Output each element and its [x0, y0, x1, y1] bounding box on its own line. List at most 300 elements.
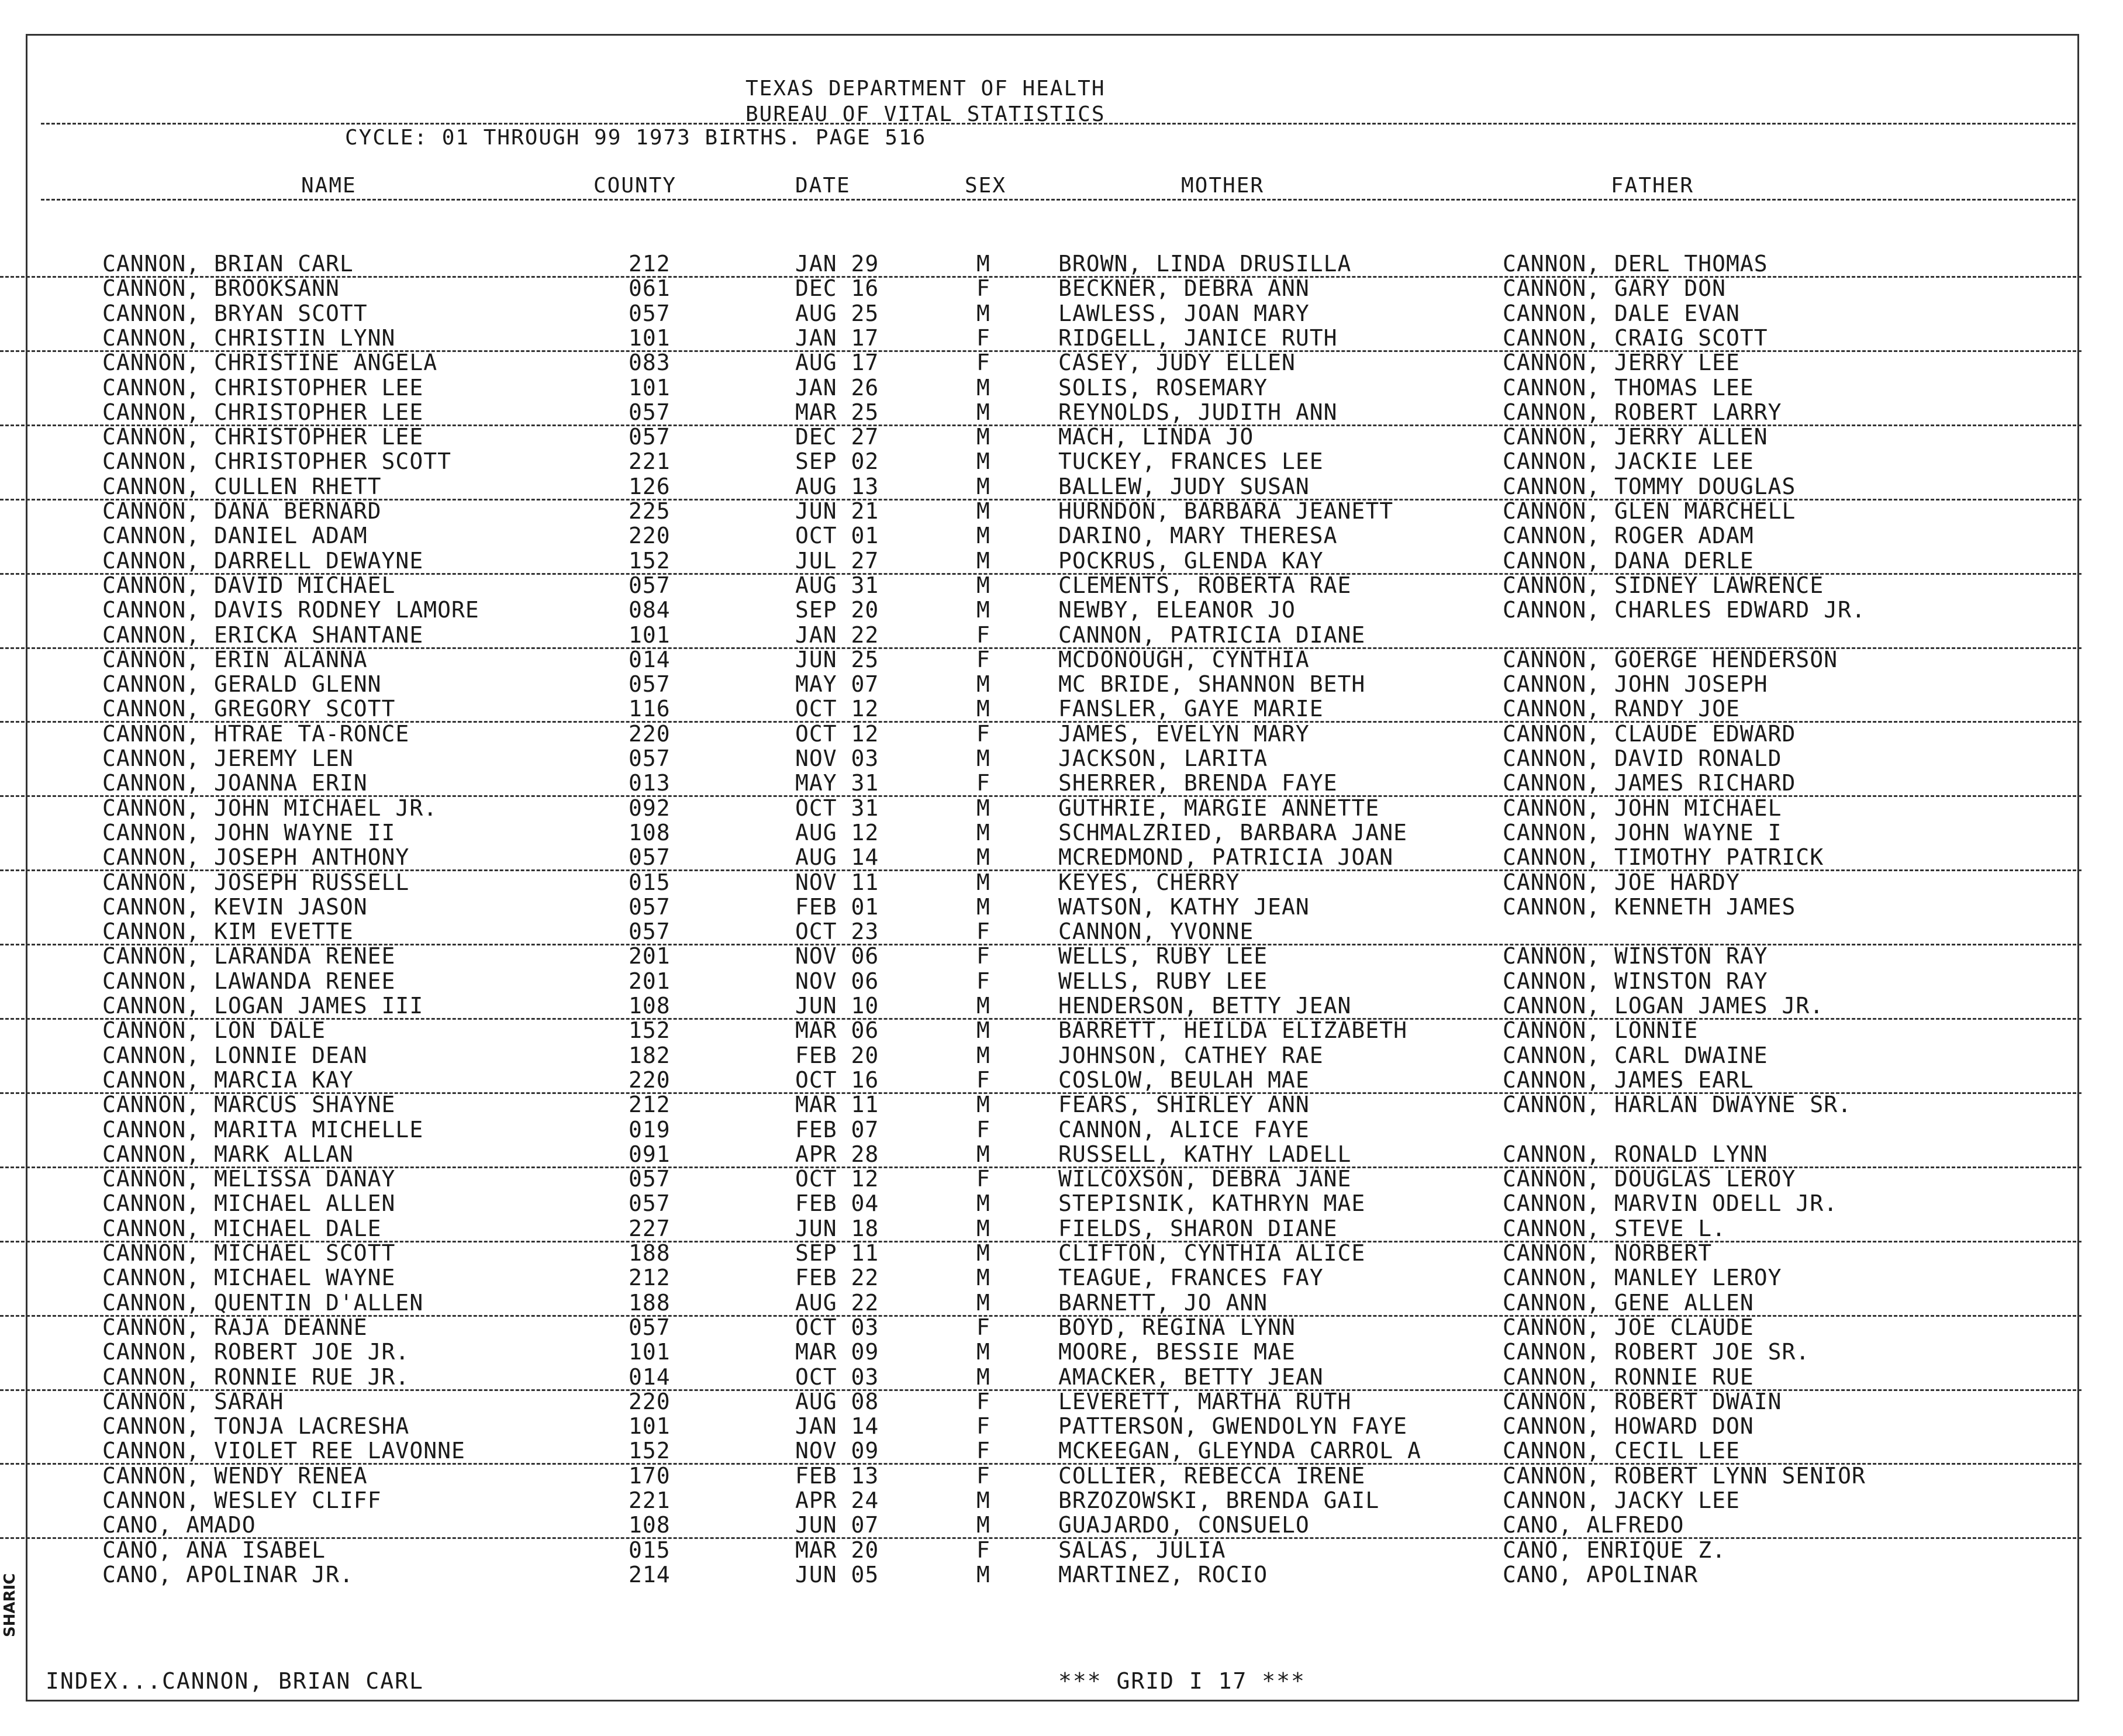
cell-father: CANNON, LONNIE	[1503, 1017, 1699, 1044]
cell-mother: SCHMALZRIED, BARBARA JANE	[1058, 819, 1407, 845]
table-row	[0, 1438, 2081, 1465]
cell-mother: CANNON, ALICE FAYE	[1058, 1116, 1310, 1143]
cell-date: NOV 03	[795, 746, 879, 771]
table-row	[0, 993, 2081, 1020]
cell-father: CANNON, ROBERT LYNN SENIOR	[1503, 1462, 1866, 1489]
cell-date: FEB 04	[795, 1190, 879, 1217]
cell-father: CANNON, RONNIE RUE	[1503, 1364, 1754, 1390]
table-row	[0, 1142, 2081, 1168]
table-row	[0, 1464, 2081, 1488]
cell-county: 013	[629, 770, 671, 796]
cell-county: 221	[629, 448, 671, 475]
cell-date: MAY 31	[795, 770, 879, 796]
cell-mother: RUSSELL, KATHY LADELL	[1058, 1141, 1352, 1167]
cell-date: AUG 12	[795, 819, 879, 845]
cell-date: OCT 12	[795, 696, 879, 722]
cell-father: CANNON, JOHN WAYNE I	[1503, 819, 1782, 845]
cell-sex: M	[976, 993, 990, 1019]
cell-father: CANNON, MANLEY LEROY	[1503, 1265, 1782, 1291]
cell-county: 188	[629, 1240, 671, 1266]
cell-father: CANNON, JOE CLAUDE	[1503, 1314, 1754, 1340]
table-row	[0, 523, 2081, 548]
cell-county: 212	[629, 251, 671, 277]
cell-county: 116	[629, 696, 671, 722]
header-agency: TEXAS DEPARTMENT OF HEALTH	[745, 77, 1106, 101]
cell-mother: MACH, LINDA JO	[1058, 424, 1254, 450]
cell-father: CANNON, JACKIE LEE	[1503, 448, 1754, 475]
cell-mother: JAMES, EVELYN MARY	[1058, 720, 1310, 747]
cell-sex: M	[976, 844, 990, 871]
cell-mother: GUAJARDO, CONSUELO	[1058, 1512, 1310, 1538]
cell-date: JUN 07	[795, 1512, 879, 1538]
cell-sex: M	[976, 374, 990, 401]
cell-sex: M	[976, 671, 990, 698]
cell-mother: CASEY, JUDY ELLEN	[1058, 350, 1296, 376]
cell-county: 225	[629, 498, 671, 524]
cell-father: CANNON, RONALD LYNN	[1503, 1141, 1768, 1167]
table-row	[0, 1191, 2081, 1216]
cell-sex: F	[976, 1116, 990, 1143]
cell-county: 227	[629, 1215, 671, 1241]
header-rule-top	[41, 123, 2076, 125]
cell-date: APR 24	[795, 1487, 879, 1513]
cell-county: 108	[629, 993, 671, 1019]
table-row	[0, 573, 2081, 598]
cell-mother: WELLS, RUBY LEE	[1058, 968, 1268, 994]
cell-name: CANNON, LAWANDA RENEE	[102, 968, 396, 994]
cell-sex: M	[976, 1289, 990, 1316]
cell-father: CANNON, TOMMY DOUGLAS	[1503, 473, 1796, 499]
cell-name: CANNON, MARK ALLAN	[102, 1141, 354, 1167]
cell-mother: CLIFTON, CYNTHIA ALICE	[1058, 1240, 1366, 1266]
cell-date: DEC 16	[795, 275, 879, 302]
cell-county: 057	[629, 572, 671, 598]
table-row	[0, 326, 2081, 352]
cell-county: 019	[629, 1116, 671, 1143]
cell-father: CANNON, TIMOTHY PATRICK	[1503, 844, 1824, 871]
cell-sex: F	[976, 646, 990, 672]
table-row	[0, 1092, 2081, 1117]
cell-mother: RIDGELL, JANICE RUTH	[1058, 325, 1338, 351]
cell-county: 108	[629, 819, 671, 845]
cell-father: CANNON, DALE EVAN	[1503, 300, 1740, 326]
cell-mother: MCKEEGAN, GLEYNDA CARROL A	[1058, 1438, 1421, 1464]
cell-county: 152	[629, 547, 671, 574]
cell-sex: M	[976, 1240, 990, 1266]
column-header-rule	[41, 199, 2076, 201]
cell-date: MAR 20	[795, 1537, 879, 1563]
cell-sex: M	[976, 547, 990, 574]
cell-date: AUG 17	[795, 350, 879, 376]
cell-county: 152	[629, 1017, 671, 1044]
cell-sex: M	[976, 572, 990, 598]
cell-name: CANNON, MICHAEL WAYNE	[102, 1265, 396, 1291]
table-row	[0, 301, 2081, 326]
table-row	[0, 1068, 2081, 1094]
table-row	[0, 672, 2081, 696]
cell-name: CANNON, HTRAE TA-RONCE	[102, 720, 410, 747]
table-row	[0, 722, 2081, 746]
cell-mother: TEAGUE, FRANCES FAY	[1058, 1265, 1324, 1291]
cell-father: CANNON, RANDY JOE	[1503, 696, 1740, 722]
cell-mother: LAWLESS, JOAN MARY	[1058, 300, 1310, 326]
cell-date: JUL 27	[795, 547, 879, 574]
cell-sex: M	[976, 869, 990, 895]
cell-date: AUG 14	[795, 844, 879, 871]
cell-county: 220	[629, 1388, 671, 1414]
table-row	[0, 400, 2081, 426]
cell-name: CANNON, DANA BERNARD	[102, 498, 382, 524]
cell-father: CANO, ENRIQUE Z.	[1503, 1537, 1727, 1563]
cell-sex: F	[976, 968, 990, 994]
cell-name: CANO, APOLINAR JR.	[102, 1561, 354, 1587]
header-bureau: BUREAU OF VITAL STATISTICS	[745, 102, 1106, 126]
cell-father: CANNON, GENE ALLEN	[1503, 1289, 1754, 1316]
cell-name: CANNON, JOSEPH RUSSELL	[102, 869, 410, 895]
column-header-father: FATHER	[1611, 174, 1694, 198]
cell-name: CANNON, MARCIA KAY	[102, 1067, 354, 1093]
footer-index: INDEX...CANNON, BRIAN CARL	[46, 1668, 424, 1694]
cell-county: 101	[629, 1413, 671, 1440]
cell-county: 084	[629, 597, 671, 623]
cell-sex: M	[976, 746, 990, 771]
cell-date: OCT 03	[795, 1314, 879, 1340]
cell-father: CANNON, CARL DWAINE	[1503, 1042, 1768, 1068]
table-row	[0, 1340, 2081, 1364]
cell-mother: WILCOXSON, DEBRA JANE	[1058, 1166, 1352, 1192]
cell-date: JAN 29	[795, 251, 879, 277]
cell-name: CANNON, JEREMY LEN	[102, 746, 354, 771]
cell-sex: M	[976, 1487, 990, 1513]
cell-mother: TUCKEY, FRANCES LEE	[1058, 448, 1324, 475]
cell-father: CANNON, KENNETH JAMES	[1503, 893, 1796, 920]
cell-mother: STEPISNIK, KATHRYN MAE	[1058, 1190, 1366, 1217]
cell-name: CANNON, ERIN ALANNA	[102, 646, 368, 672]
table-row	[0, 919, 2081, 945]
table-row	[0, 696, 2081, 723]
cell-county: 201	[629, 943, 671, 969]
cell-father: CANNON, JERRY ALLEN	[1503, 424, 1768, 450]
cell-father: CANNON, MARVIN ODELL JR.	[1503, 1190, 1838, 1217]
cell-name: CANNON, CHRISTIN LYNN	[102, 325, 396, 351]
cell-sex: F	[976, 275, 990, 302]
cell-date: JUN 18	[795, 1215, 879, 1241]
cell-date: MAR 11	[795, 1092, 879, 1118]
cell-mother: CLEMENTS, ROBERTA RAE	[1058, 572, 1352, 598]
cell-county: 057	[629, 746, 671, 771]
cell-sex: M	[976, 1265, 990, 1291]
cell-date: SEP 20	[795, 597, 879, 623]
cell-sex: F	[976, 1413, 990, 1440]
table-row	[0, 1315, 2081, 1340]
cell-mother: WATSON, KATHY JEAN	[1058, 893, 1310, 920]
cell-father: CANNON, ROBERT LARRY	[1503, 399, 1782, 425]
cell-date: OCT 03	[795, 1364, 879, 1390]
cell-father: CANNON, DERL THOMAS	[1503, 251, 1768, 277]
cell-name: CANNON, JOHN WAYNE II	[102, 819, 396, 845]
table-row	[0, 1389, 2081, 1414]
cell-father: CANNON, JOE HARDY	[1503, 869, 1740, 895]
cell-sex: M	[976, 893, 990, 920]
cell-county: 101	[629, 622, 671, 648]
table-row	[0, 598, 2081, 622]
cell-county: 057	[629, 424, 671, 450]
cell-father: CANNON, THOMAS LEE	[1503, 374, 1754, 401]
cell-name: CANNON, DARRELL DEWAYNE	[102, 547, 424, 574]
cell-name: CANNON, MELISSA DANAY	[102, 1166, 396, 1192]
cell-father: CANNON, HARLAN DWAYNE SR.	[1503, 1092, 1852, 1118]
column-header-sex: SEX	[965, 174, 1007, 198]
cell-sex: F	[976, 1438, 990, 1464]
cell-date: MAR 06	[795, 1017, 879, 1044]
cell-county: 214	[629, 1561, 671, 1587]
cell-date: NOV 09	[795, 1438, 879, 1464]
cell-county: 201	[629, 968, 671, 994]
cell-father: CANNON, CHARLES EDWARD JR.	[1503, 597, 1866, 623]
cell-sex: F	[976, 622, 990, 648]
cell-father: CANNON, JAMES EARL	[1503, 1067, 1754, 1093]
table-row	[0, 499, 2081, 523]
cell-sex: M	[976, 498, 990, 524]
cell-father: CANO, ALFREDO	[1503, 1512, 1684, 1538]
cell-sex: F	[976, 770, 990, 796]
cell-sex: M	[976, 795, 990, 821]
cell-county: 015	[629, 869, 671, 895]
cell-sex: M	[976, 1339, 990, 1365]
cell-county: 057	[629, 844, 671, 871]
cell-date: JUN 05	[795, 1561, 879, 1587]
cell-mother: BARNETT, JO ANN	[1058, 1289, 1268, 1316]
cell-county: 221	[629, 1487, 671, 1513]
cell-county: 108	[629, 1512, 671, 1538]
cell-sex: F	[976, 1067, 990, 1093]
table-row	[0, 895, 2081, 919]
cell-county: 061	[629, 275, 671, 302]
cell-father: CANNON, GOERGE HENDERSON	[1503, 646, 1838, 672]
cell-name: CANNON, MICHAEL ALLEN	[102, 1190, 396, 1217]
cell-mother: CANNON, YVONNE	[1058, 919, 1254, 945]
cell-mother: MCDONOUGH, CYNTHIA	[1058, 646, 1310, 672]
cell-father: CANNON, DOUGLAS LEROY	[1503, 1166, 1796, 1192]
cell-name: CANNON, LON DALE	[102, 1017, 326, 1044]
cell-county: 083	[629, 350, 671, 376]
cell-mother: PATTERSON, GWENDOLYN FAYE	[1058, 1413, 1407, 1440]
cell-county: 188	[629, 1289, 671, 1316]
cell-father: CANNON, LOGAN JAMES JR.	[1503, 993, 1824, 1019]
cell-sex: M	[976, 1092, 990, 1118]
table-row	[0, 548, 2081, 575]
cell-date: MAY 07	[795, 671, 879, 698]
cell-date: NOV 11	[795, 869, 879, 895]
cell-sex: M	[976, 1190, 990, 1217]
cell-date: AUG 13	[795, 473, 879, 499]
cell-mother: AMACKER, BETTY JEAN	[1058, 1364, 1324, 1390]
cell-mother: LEVERETT, MARTHA RUTH	[1058, 1388, 1352, 1414]
cell-date: NOV 06	[795, 943, 879, 969]
table-row	[0, 870, 2081, 895]
cell-name: CANNON, QUENTIN D'ALLEN	[102, 1289, 424, 1316]
table-row	[0, 796, 2081, 820]
cell-father: CANNON, NORBERT	[1503, 1240, 1713, 1266]
cell-county: 014	[629, 646, 671, 672]
cell-sex: F	[976, 1166, 990, 1192]
table-row	[0, 1265, 2081, 1290]
cell-sex: F	[976, 1462, 990, 1489]
cell-date: NOV 06	[795, 968, 879, 994]
cell-father: CANNON, JACKY LEE	[1503, 1487, 1740, 1513]
cell-date: SEP 11	[795, 1240, 879, 1266]
cell-date: OCT 01	[795, 523, 879, 549]
cell-county: 212	[629, 1265, 671, 1291]
column-header-name: NAME	[301, 174, 357, 198]
cell-date: FEB 20	[795, 1042, 879, 1068]
cell-name: CANNON, JOANNA ERIN	[102, 770, 368, 796]
table-row	[0, 647, 2081, 672]
cell-name: CANNON, VIOLET REE LAVONNE	[102, 1438, 465, 1464]
cell-name: CANNON, TONJA LACRESHA	[102, 1413, 410, 1440]
cell-name: CANNON, DAVID MICHAEL	[102, 572, 396, 598]
table-row	[0, 1365, 2081, 1391]
cell-sex: M	[976, 1512, 990, 1538]
cell-mother: SALAS, JULIA	[1058, 1537, 1226, 1563]
cell-mother: POCKRUS, GLENDA KAY	[1058, 547, 1324, 574]
table-row	[0, 969, 2081, 993]
cell-county: 220	[629, 523, 671, 549]
cell-mother: BOYD, REGINA LYNN	[1058, 1314, 1296, 1340]
cell-father: CANNON, CRAIG SCOTT	[1503, 325, 1768, 351]
table-row	[0, 1414, 2081, 1438]
cell-county: 092	[629, 795, 671, 821]
cell-sex: M	[976, 1141, 990, 1167]
cell-name: CANNON, GERALD GLENN	[102, 671, 382, 698]
table-row	[0, 1241, 2081, 1265]
cell-date: SEP 02	[795, 448, 879, 475]
cell-county: 057	[629, 300, 671, 326]
cell-name: CANNON, RONNIE RUE JR.	[102, 1364, 410, 1390]
cell-father: CANNON, ROBERT DWAIN	[1503, 1388, 1782, 1414]
cell-county: 152	[629, 1438, 671, 1464]
cell-name: CANNON, BRYAN SCOTT	[102, 300, 368, 326]
side-label: SHARIC	[1, 1573, 19, 1637]
table-row	[0, 350, 2081, 375]
cell-county: 057	[629, 919, 671, 945]
cell-mother: SOLIS, ROSEMARY	[1058, 374, 1268, 401]
cell-name: CANO, ANA ISABEL	[102, 1537, 326, 1563]
cell-name: CANNON, LONNIE DEAN	[102, 1042, 368, 1068]
column-header-county: COUNTY	[593, 174, 677, 198]
cell-sex: M	[976, 473, 990, 499]
cell-sex: M	[976, 523, 990, 549]
cell-father: CANNON, GARY DON	[1503, 275, 1727, 302]
cell-father: CANNON, SIDNEY LAWRENCE	[1503, 572, 1824, 598]
cell-county: 220	[629, 1067, 671, 1093]
cell-name: CANNON, MARITA MICHELLE	[102, 1116, 424, 1143]
cell-father: CANNON, DANA DERLE	[1503, 547, 1754, 574]
cell-sex: M	[976, 819, 990, 845]
cell-name: CANNON, CHRISTOPHER SCOTT	[102, 448, 451, 475]
cell-date: MAR 09	[795, 1339, 879, 1365]
cell-date: OCT 12	[795, 1166, 879, 1192]
cell-date: AUG 08	[795, 1388, 879, 1414]
cell-county: 101	[629, 1339, 671, 1365]
cell-mother: MOORE, BESSIE MAE	[1058, 1339, 1296, 1365]
cell-county: 057	[629, 1190, 671, 1217]
column-header-date: DATE	[795, 174, 851, 198]
cell-sex: F	[976, 943, 990, 969]
cell-mother: NEWBY, ELEANOR JO	[1058, 597, 1296, 623]
table-row	[0, 771, 2081, 797]
table-row	[0, 1166, 2081, 1191]
cell-county: 014	[629, 1364, 671, 1390]
cell-father: CANNON, GLEN MARCHELL	[1503, 498, 1796, 524]
cell-date: JUN 21	[795, 498, 879, 524]
cell-sex: F	[976, 919, 990, 945]
table-row	[0, 1538, 2081, 1562]
cell-date: FEB 13	[795, 1462, 879, 1489]
cell-name: CANNON, DAVIS RODNEY LAMORE	[102, 597, 479, 623]
cell-mother: BALLEW, JUDY SUSAN	[1058, 473, 1310, 499]
cell-sex: M	[976, 399, 990, 425]
cell-county: 057	[629, 399, 671, 425]
cell-father: CANNON, CLAUDE EDWARD	[1503, 720, 1796, 747]
cell-date: FEB 01	[795, 893, 879, 920]
footer-grid: *** GRID I 17 ***	[1058, 1668, 1306, 1694]
cell-sex: M	[976, 1561, 990, 1587]
cell-name: CANNON, KEVIN JASON	[102, 893, 368, 920]
cell-mother: BRZOZOWSKI, BRENDA GAIL	[1058, 1487, 1380, 1513]
table-row	[0, 1216, 2081, 1243]
table-row	[0, 1562, 2081, 1587]
table-row	[0, 1488, 2081, 1513]
cell-sex: M	[976, 597, 990, 623]
cell-sex: M	[976, 300, 990, 326]
cell-name: CANNON, BROOKSANN	[102, 275, 340, 302]
cell-date: JUN 10	[795, 993, 879, 1019]
cell-mother: FIELDS, SHARON DIANE	[1058, 1215, 1338, 1241]
cell-mother: MARTINEZ, ROCIO	[1058, 1561, 1268, 1587]
table-row	[0, 845, 2081, 871]
cell-father: CANNON, WINSTON RAY	[1503, 943, 1768, 969]
cell-mother: BARRETT, HEILDA ELIZABETH	[1058, 1017, 1407, 1044]
cell-name: CANNON, GREGORY SCOTT	[102, 696, 396, 722]
cell-mother: GUTHRIE, MARGIE ANNETTE	[1058, 795, 1380, 821]
cell-name: CANNON, ERICKA SHANTANE	[102, 622, 424, 648]
cell-date: JUN 25	[795, 646, 879, 672]
cell-mother: HURNDON, BARBARA JEANETT	[1058, 498, 1394, 524]
cell-county: 182	[629, 1042, 671, 1068]
cell-sex: M	[976, 424, 990, 450]
cell-name: CANNON, WESLEY CLIFF	[102, 1487, 382, 1513]
cell-mother: KEYES, CHERRY	[1058, 869, 1240, 895]
cell-county: 126	[629, 473, 671, 499]
table-row	[0, 449, 2081, 474]
cell-sex: M	[976, 1017, 990, 1044]
cell-name: CANNON, RAJA DEANNE	[102, 1314, 368, 1340]
cell-name: CANNON, LARANDA RENEE	[102, 943, 396, 969]
cell-father: CANNON, JAMES RICHARD	[1503, 770, 1796, 796]
cell-mother: SHERRER, BRENDA FAYE	[1058, 770, 1338, 796]
cell-sex: F	[976, 1314, 990, 1340]
cell-county: 057	[629, 893, 671, 920]
cell-sex: F	[976, 325, 990, 351]
cell-date: MAR 25	[795, 399, 879, 425]
cell-county: 015	[629, 1537, 671, 1563]
cell-name: CANNON, LOGAN JAMES III	[102, 993, 424, 1019]
table-row	[0, 474, 2081, 501]
cell-sex: M	[976, 251, 990, 277]
cell-sex: F	[976, 1537, 990, 1563]
cell-date: OCT 12	[795, 720, 879, 747]
